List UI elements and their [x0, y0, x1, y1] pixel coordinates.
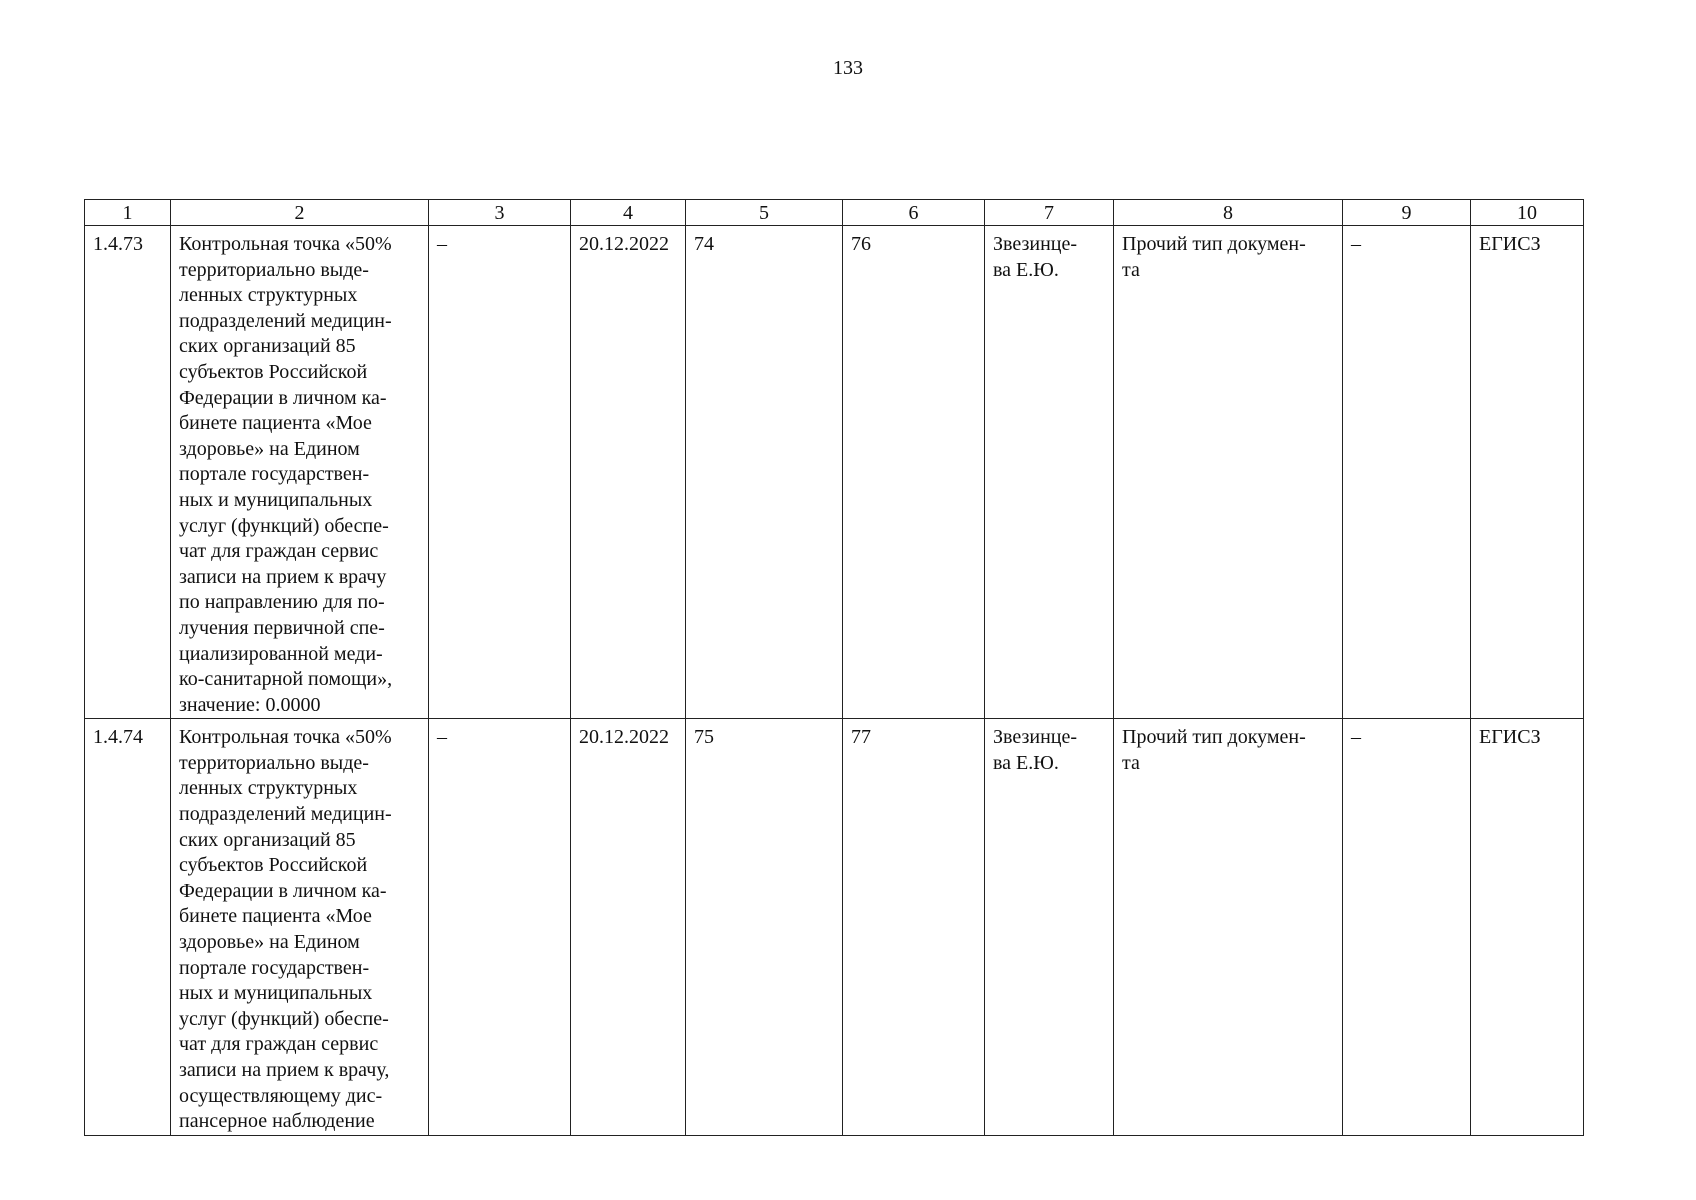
row-responsible: Звезинце- ва Е.Ю.	[985, 226, 1114, 719]
page-number: 133	[833, 57, 863, 79]
row-doc-type: Прочий тип докумен- та	[1114, 719, 1343, 1136]
column-header: 1	[85, 200, 171, 226]
column-header: 4	[571, 200, 686, 226]
column-header: 3	[429, 200, 571, 226]
row-col9: –	[1343, 226, 1471, 719]
column-header: 6	[843, 200, 985, 226]
table-row	[85, 719, 1584, 1136]
row-description: Контрольная точка «50% территориально выде- ленных структурных подразделений медицин- ских организаций 85 субъектов Российской Федерации в личном ка- бинете пациента «Мое здоровье» на Едином портале государствен- ных и муниципальных услуг (функций) обеспе- чат для граждан сервис записи на прием к врачу по направлению для по- лучения первичной спе- циализированной меди- ко-санитарной помощи», значение: 0.0000	[171, 226, 429, 719]
row-responsible: Звезинце- ва Е.Ю.	[985, 719, 1114, 1136]
row-col3: –	[429, 719, 571, 1136]
column-header: 8	[1114, 200, 1343, 226]
document-table	[84, 199, 1584, 1136]
row-description: Контрольная точка «50% территориально выде- ленных структурных подразделений медицин- ских организаций 85 субъектов Российской Федерации в личном ка- бинете пациента «Мое здоровье» на Едином портале государствен- ных и муниципальных услуг (функций) обеспе- чат для граждан сервис записи на прием к врачу, осуществляющему дис- пансерное наблюдение	[171, 719, 429, 1136]
row-id: 1.4.73	[85, 226, 171, 719]
column-header: 7	[985, 200, 1114, 226]
column-header: 2	[171, 200, 429, 226]
row-col5: 75	[686, 719, 843, 1136]
row-col6: 77	[843, 719, 985, 1136]
column-header: 5	[686, 200, 843, 226]
row-col9: –	[1343, 719, 1471, 1136]
row-col3: –	[429, 226, 571, 719]
row-system: ЕГИСЗ	[1471, 719, 1584, 1136]
table-row	[85, 226, 1584, 719]
row-system: ЕГИСЗ	[1471, 226, 1584, 719]
row-date: 20.12.2022	[571, 719, 686, 1136]
table-header-row	[85, 200, 1584, 226]
column-header: 9	[1343, 200, 1471, 226]
row-doc-type: Прочий тип докумен- та	[1114, 226, 1343, 719]
row-col5: 74	[686, 226, 843, 719]
row-date: 20.12.2022	[571, 226, 686, 719]
column-header: 10	[1471, 200, 1584, 226]
row-col6: 76	[843, 226, 985, 719]
row-id: 1.4.74	[85, 719, 171, 1136]
